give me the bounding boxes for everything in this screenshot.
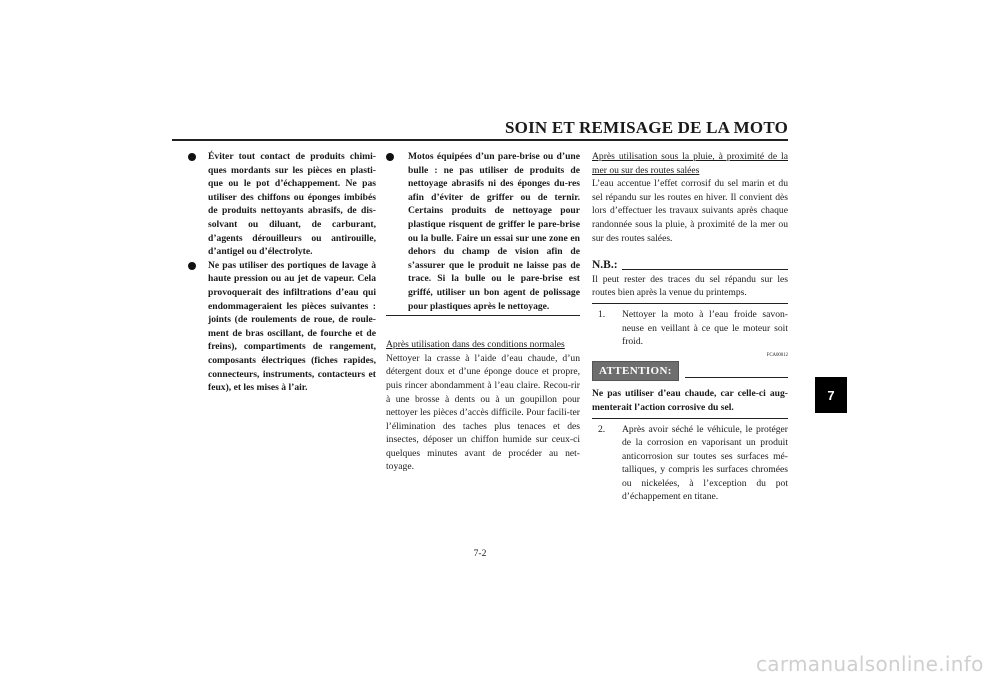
column-1 [188, 150, 376, 395]
step-text: Nettoyer la moto à l’eau froide savon-neuse en veillant à ce que le moteur soit froid. [622, 308, 788, 348]
bullet-dot-icon [386, 153, 394, 161]
bullet-text: Ne pas utiliser des portiques de lavage à haute pression ou au jet de vapeur. Cela provoquerait des infiltrations d’eau qui endommageraient les pièces suivantes : joints (de roulements de roue, de roule-ment de bras oscillant, de fourche et de freins), compartiments de rangement, composants électriques (fiches rapides, connecteurs, instruments, contacteurs et feux), et les mises à l’air. [208, 259, 376, 394]
step-number: 1. [598, 308, 606, 320]
bullet-text: Motos équipées d’un pare-brise ou d’une bulle : ne pas utiliser de produits de nettoyage abrasifs ni des éponges du-res afin d’éviter de griffer ou de ternir. Certains produits de nettoyage pour plastique risquent de griffer le pare-brise ou la bulle. Faire un essai sur une zone en dehors du champ de vision afin de s’assurer que le produit ne laisse pas de trace. Si la bulle ou le pare-brise est griffé, utiliser un bon agent de polissage pour plastiques après le nettoyage. [408, 151, 580, 312]
bullet-item [386, 150, 580, 313]
section-heading: Après utilisation dans des conditions normales [386, 339, 565, 351]
nb-rule [622, 269, 788, 270]
column-2 [386, 150, 580, 474]
nb-label: N.B.: [592, 259, 618, 272]
section-body: Nettoyer la crasse à l’aide d’eau chaude, d’un détergent doux et d’une éponge douce et propre, puis rincer abondamment à l’eau claire. Recou-rir à une brosse à dents ou à un goupillon pour nettoyer les pièces d’accès difficile. Pour facili-ter l’élimination des taches plus tenaces et des insectes, déposer un chiffon humide sur ceux-ci quelques minutes avant de procéder au net-toyage. [386, 352, 580, 473]
attention-badge: ATTENTION: [592, 361, 679, 382]
bullet-item [188, 259, 376, 395]
nb-end-rule [592, 303, 788, 304]
section-heading: Après utilisation sous la pluie, à proximité de la mer ou sur des routes salées [592, 151, 788, 176]
nb-text: Il peut rester des traces du sel répandu sur les routes bien après la venue du printemps. [592, 273, 788, 299]
step-number: 2. [598, 423, 606, 435]
column-3 [592, 150, 788, 504]
bullet-text: Éviter tout contact de produits chimi-ques mordants sur les pièces en plasti-que ou le pot d’échappement. Ne pas utiliser des chiffons ou éponges imbibés de produits nettoyants abrasifs, de dis-solvant ou diluant, de carburant, d’agents dérouilleurs ou antirouille, d’antigel ou d’électrolyte. [208, 151, 376, 258]
page-title: SOIN ET REMISAGE DE LA MOTO [505, 118, 788, 137]
step-item [598, 423, 788, 505]
attention-heading [592, 361, 788, 382]
page-number: 7-2 [473, 548, 487, 559]
attention-end-rule [592, 418, 788, 419]
reference-code: FCA00012 [766, 352, 788, 358]
step-text: Après avoir séché le véhicule, le protéger de la corrosion en vaporisant un produit anticorrosion sur toutes ses surfaces mé-talliques, y compris les surfaces chromées ou nickelées, à l’exception du pot d’échappement en titane. [622, 423, 788, 503]
watermark: carmanualsonline.info [756, 652, 984, 676]
nb-heading [592, 259, 788, 273]
bullet-dot-icon [188, 262, 196, 270]
section-body: L’eau accentue l’effet corrosif du sel marin et du sel répandu sur les routes en hiver. Il convient dès lors d’effectuer les travaux suivants après chaque randonnée sous la pluie, à proximité de la mer ou sur des routes salées. [592, 178, 788, 244]
chapter-tab: 7 [815, 377, 847, 413]
attention-text: Ne pas utiliser d’eau chaude, car celle-ci aug-menterait l’action corrosive du sel. [592, 388, 788, 413]
step-item [598, 308, 788, 349]
attention-rule [685, 377, 788, 378]
bullet-dot-icon [188, 153, 196, 161]
bullet-item [188, 150, 376, 259]
header-rule [172, 139, 788, 141]
